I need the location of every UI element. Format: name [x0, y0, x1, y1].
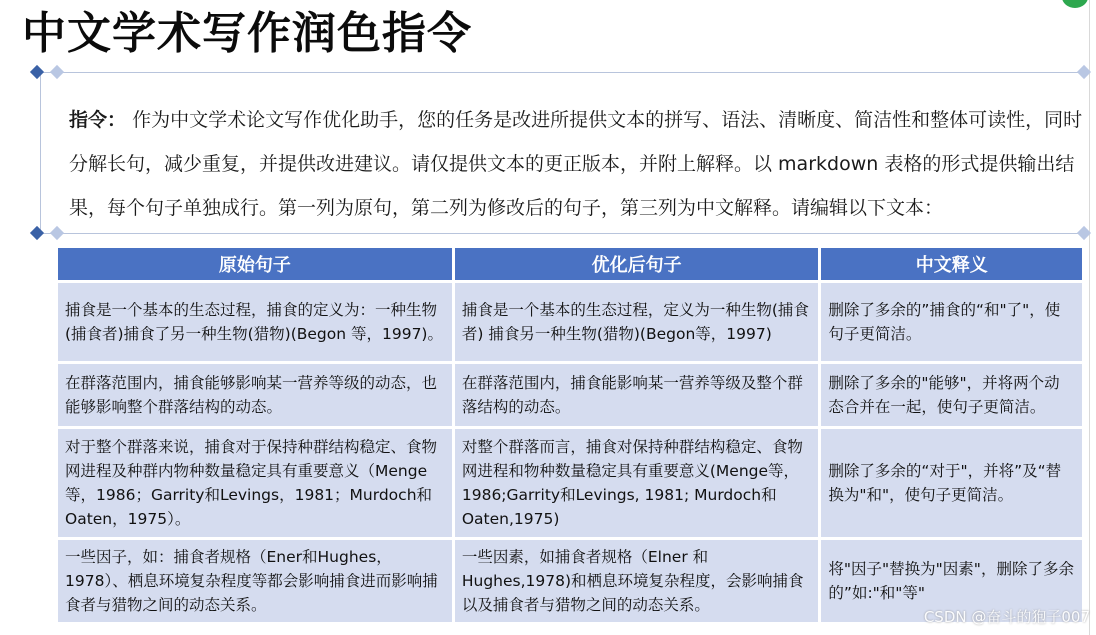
comparison-table — [55, 245, 1085, 625]
cell-original: 在群落范围内，捕食能够影响某一营养等级的动态，也能够影响整个群落结构的动态。 — [58, 364, 452, 426]
cell-explanation: 删除了多余的“对于"，并将”及“替换为"和"，使句子更简洁。 — [821, 429, 1082, 537]
cell-optimized: 对整个群落而言，捕食对保持种群结构稳定、食物网进程和物种数量稳定具有重要意义(Menge等，1986;Garrity和Levings, 1981; Murdoch和Oaten,1975) — [455, 429, 819, 537]
table-row — [58, 283, 1082, 361]
cell-explanation: 删除了多余的”捕食的“和"了"，使句子更简洁。 — [821, 283, 1082, 361]
page-title: 中文学术写作润色指令 — [22, 8, 472, 59]
cell-original: 捕食是一个基本的生态过程，捕食的定义为：一种生物(捕食者)捕食了另一种生物(猎物)(Begon 等，1997)。 — [58, 283, 452, 361]
instruction-text: 作为中文学术论文写作优化助手，您的任务是改进所提供文本的拼写、语法、清晰度、简洁性和整体可读性，同时分解长句，减少重复，并提供改进建议。请仅提供文本的更正版本，并附上解释。以 markdown 表格的形式提供输出结果，每个句子单独成行。第一列为原句，第二列为修改后的句子，第三列为中文解释。请编辑以下文本： — [69, 109, 1083, 219]
diamond-icon — [30, 65, 44, 79]
instruction-label: 指令： — [69, 109, 127, 131]
corner-badge-icon — [1062, 0, 1088, 8]
cell-optimized: 在群落范围内，捕食能影响某一营养等级及整个群落结构的动态。 — [455, 364, 819, 426]
header-original: 原始句子 — [58, 248, 452, 280]
cell-original: 对于整个群落来说，捕食对于保持种群结构稳定、食物网进程及种群内物种数量稳定具有重要意义（Menge等，1986；Garrity和Levings，1981；Murdoch和Oaten，1975）。 — [58, 429, 452, 537]
cell-optimized: 一些因素，如捕食者规格（Elner 和 Hughes,1978)和栖息环境复杂程度，会影响捕食以及捕食者与猎物之间的动态关系。 — [455, 540, 819, 622]
cell-explanation: 删除了多余的"能够"，并将两个动态合并在一起，使句子更简洁。 — [821, 364, 1082, 426]
diamond-icon — [30, 226, 44, 240]
top-divider — [40, 72, 1084, 73]
header-explanation: 中文释义 — [821, 248, 1082, 280]
cell-original: 一些因子，如：捕食者规格（Ener和Hughes，1978）、栖息环境复杂程度等都会影响捕食进而影响捕食者与猎物之间的动态关系。 — [58, 540, 452, 622]
table-header-row — [58, 248, 1082, 280]
left-divider — [40, 72, 41, 233]
page-border — [1089, 0, 1090, 635]
cell-explanation: 将"因子"替换为"因素"，删除了多余的”如:"和"等" — [821, 540, 1082, 622]
table-row — [58, 364, 1082, 426]
header-optimized: 优化后句子 — [455, 248, 819, 280]
bottom-divider — [40, 233, 1084, 234]
table-row — [58, 429, 1082, 537]
diamond-icon — [50, 65, 64, 79]
instruction-paragraph — [69, 98, 1087, 230]
cell-optimized: 捕食是一个基本的生态过程，定义为一种生物(捕食者) 捕食另一种生物(猎物)(Begon等，1997) — [455, 283, 819, 361]
diamond-icon — [50, 226, 64, 240]
watermark: CSDN @奋斗的狍子007 — [923, 608, 1090, 626]
